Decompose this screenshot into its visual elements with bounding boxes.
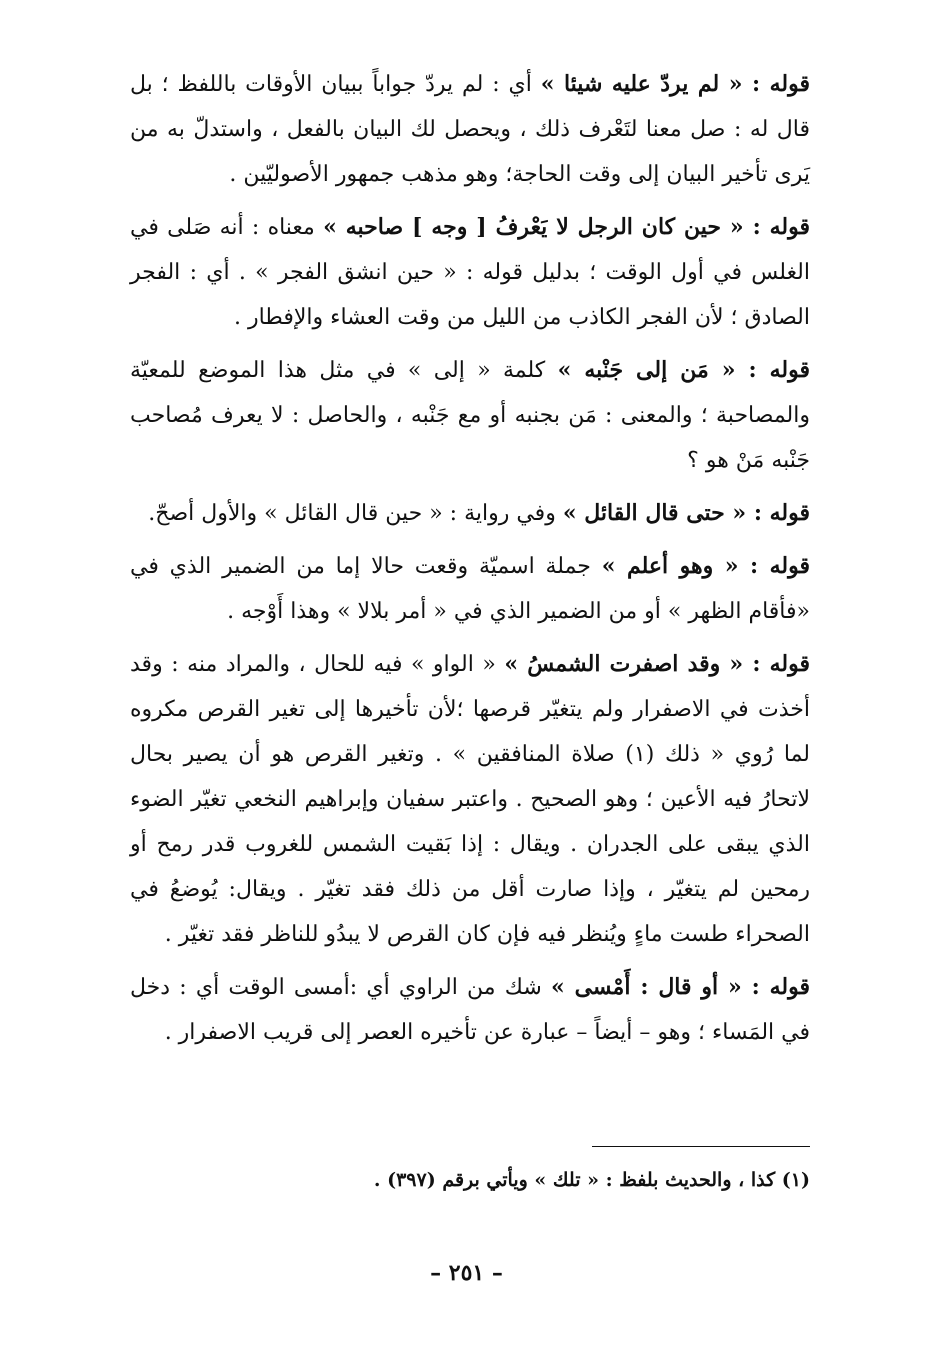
paragraph-text-7: شك من الراوي أي :أمسى الوقت أي : دخل في المَساء ؛ وهو – أيضاً – عبارة عن تأخيره العصر إلى قريب الاصفرار . — [130, 975, 810, 1045]
page-body — [130, 62, 810, 1063]
paragraph-text-4: وفي رواية : « حين قال القائل » والأول أصحّ. — [148, 501, 563, 526]
paragraph-text-3: كلمة « إلى » في مثل هذا الموضع للمعيّة والمصاحبة ؛ والمعنى : مَن بجنبه أو مع جَنْبه ، والحاصل : لا يعرف مُصاحب جَنْبه مَنْ هو ؟ — [130, 358, 810, 473]
paragraph-lead-4: قوله : « حتى قال القائل » — [562, 500, 810, 526]
paragraph-lead-2: قوله : « حين كان الرجل لا يَعْرفُ [ وجه ] صاحبه » — [323, 214, 810, 240]
commentary-paragraph-7 — [130, 965, 810, 1055]
paragraph-lead-5: قوله : « وهو أعلم » — [601, 553, 810, 579]
paragraph-lead-7: قوله : « أو قال : أَمْسى » — [550, 974, 810, 1000]
commentary-paragraph-4 — [130, 491, 810, 536]
paragraph-lead-6: قوله : « وقد اصفرت الشمسُ » — [504, 651, 811, 677]
commentary-paragraph-3 — [130, 348, 810, 483]
commentary-paragraph-1 — [130, 62, 810, 197]
commentary-paragraph-5 — [130, 544, 810, 634]
commentary-paragraph-2 — [130, 205, 810, 340]
paragraph-lead-1: قوله : « لم يردّ عليه شيئا » — [540, 71, 810, 97]
paragraph-text-5: جملة اسميّة وقعت حالا إما من الضمير الذي في «فأقام الظهر » أو من الضمير الذي في « أمر بلالا » وهذا أَوْجه . — [130, 554, 810, 624]
paragraph-lead-3: قوله : « مَن إلى جَنْبه » — [557, 357, 810, 383]
paragraph-text-6: « الواو » فيه للحال ، والمراد منه : وقد أخذت في الاصفرار ولم يتغيّر قرصها ؛لأن تأخيرها إلى تغير القرص مكروه لما رُوي « ذلك (١) صلاة المنافقين » . وتغير القرص هو أن يصير بحال لاتحارُ فيه الأعين ؛ وهو الصحيح . واعتبر سفيان وإبراهيم النخعي تغيّر الضوء الذي يبقى على الجدران . ويقال : إذا بَقيت الشمس للغروب قدر رمح أو رمحين لم يتغيّر ، وإذا صارت أقل من ذلك فقد تغيّر . ويقال: يُوضعُ في الصحراء طست ماءٍ ويُنظر فيه فإن كان القرص لا يبدُو للناظر فقد تغيّر . — [130, 652, 810, 947]
page-number: – ٢٥١ – — [430, 1260, 503, 1286]
paragraph-text-2: معناه : أنه صَلى في الغلس في أول الوقت ؛ بدليل قوله : « حين انشق الفجر » . أي : الفجر الصادق ؛ لأن الفجر الكاذب من الليل من وقت العشاء والإفطار . — [130, 215, 810, 330]
paragraph-text-1: أي : لم يردّ جواباً ببيان الأوقات باللفظ ؛ بل قال له : صل معنا لتَعْرف ذلك ، ويحصل لك البيان بالفعل ، واستدلّ به من يَرى تأخير البيان إلى وقت الحاجة؛ وهو مذهب جمهور الأصوليّين . — [130, 72, 810, 187]
footnote: (١) كذا ، والحديث بلفظ : « تلك » ويأتي برقم (٣٩٧) . — [373, 1169, 810, 1191]
commentary-paragraph-6 — [130, 642, 810, 957]
footnote-separator — [592, 1146, 810, 1147]
